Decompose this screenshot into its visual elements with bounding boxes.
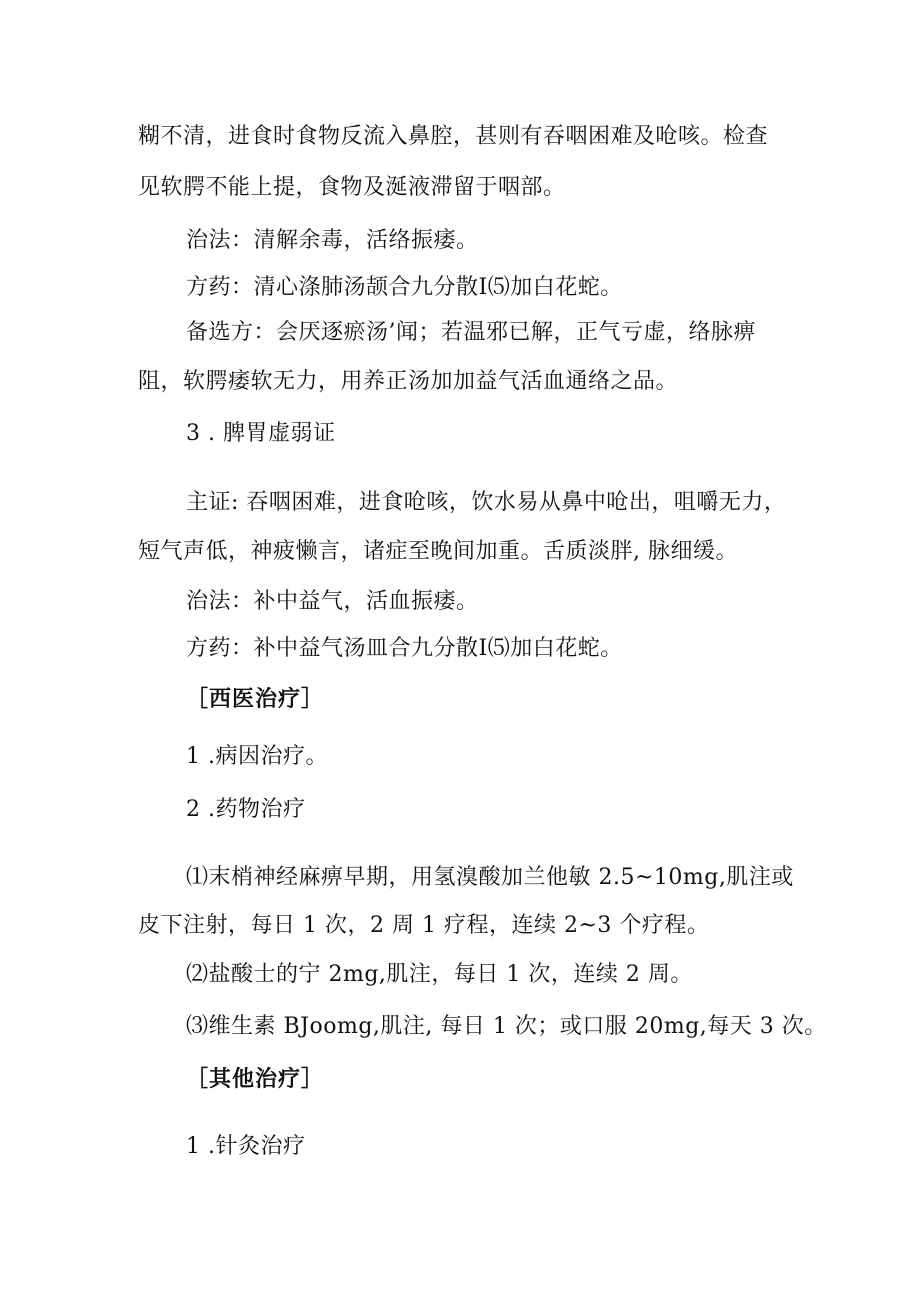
medication-line: ⑴末梢神经麻痹早期，用氢溴酸加兰他敏 2.5~10mg,肌注或 — [186, 865, 794, 890]
medication-line: ⑵盐酸士的宁 2mg,肌注，每日 1 次，连续 2 周。 — [186, 962, 693, 987]
syndrome-heading: 3 . 脾胃虚弱证 — [186, 421, 336, 446]
treatment-method: 治法：补中益气，活血振痿。 — [186, 589, 479, 614]
prescription: 方药：补中益气汤皿合九分散I⑸加白花蛇。 — [186, 636, 623, 661]
list-item: 2 .药物治疗 — [186, 797, 306, 822]
paragraph-line: 见软腭不能上提，食物及涎液滞留于咽部。 — [138, 175, 566, 200]
alternative-prescription-line: 阻，软腭痿软无力，用养正汤加加益气活血通络之品。 — [138, 369, 679, 394]
section-title-western-medicine: ［西医治疗］ — [186, 687, 325, 712]
prescription: 方药：清心涤肺汤颉合九分散I⑸加白花蛇。 — [186, 275, 623, 300]
main-symptoms-line: 短气声低，神疲懒言，诸症至晚间加重。舌质淡胖, 脉细缓。 — [138, 539, 738, 564]
alternative-prescription-line: 备选方：会厌逐瘀汤’闻；若温邪已解，正气亏虚，络脉痹 — [186, 320, 756, 345]
medication-line: ⑶维生素 BJoomg,肌注, 每日 1 次；或口服 20mg,每天 3 次。 — [186, 1014, 827, 1039]
section-title-other-treatment: ［其他治疗］ — [186, 1067, 325, 1092]
paragraph-line: 糊不清，进食时食物反流入鼻腔，甚则有吞咽困难及呛咳。检查 — [138, 124, 769, 149]
medication-line: 皮下注射，每日 1 次，2 周 1 疗程，连续 2~3 个疗程。 — [138, 913, 710, 938]
list-item: 1 .病因治疗。 — [186, 744, 328, 769]
list-item: 1 .针灸治疗 — [186, 1134, 306, 1159]
treatment-method: 治法：清解余毒，活络振痿。 — [186, 228, 479, 253]
main-symptoms-line: 主证: 吞咽困难，进食呛咳，饮水易从鼻中呛出，咀嚼无力， — [186, 490, 787, 515]
